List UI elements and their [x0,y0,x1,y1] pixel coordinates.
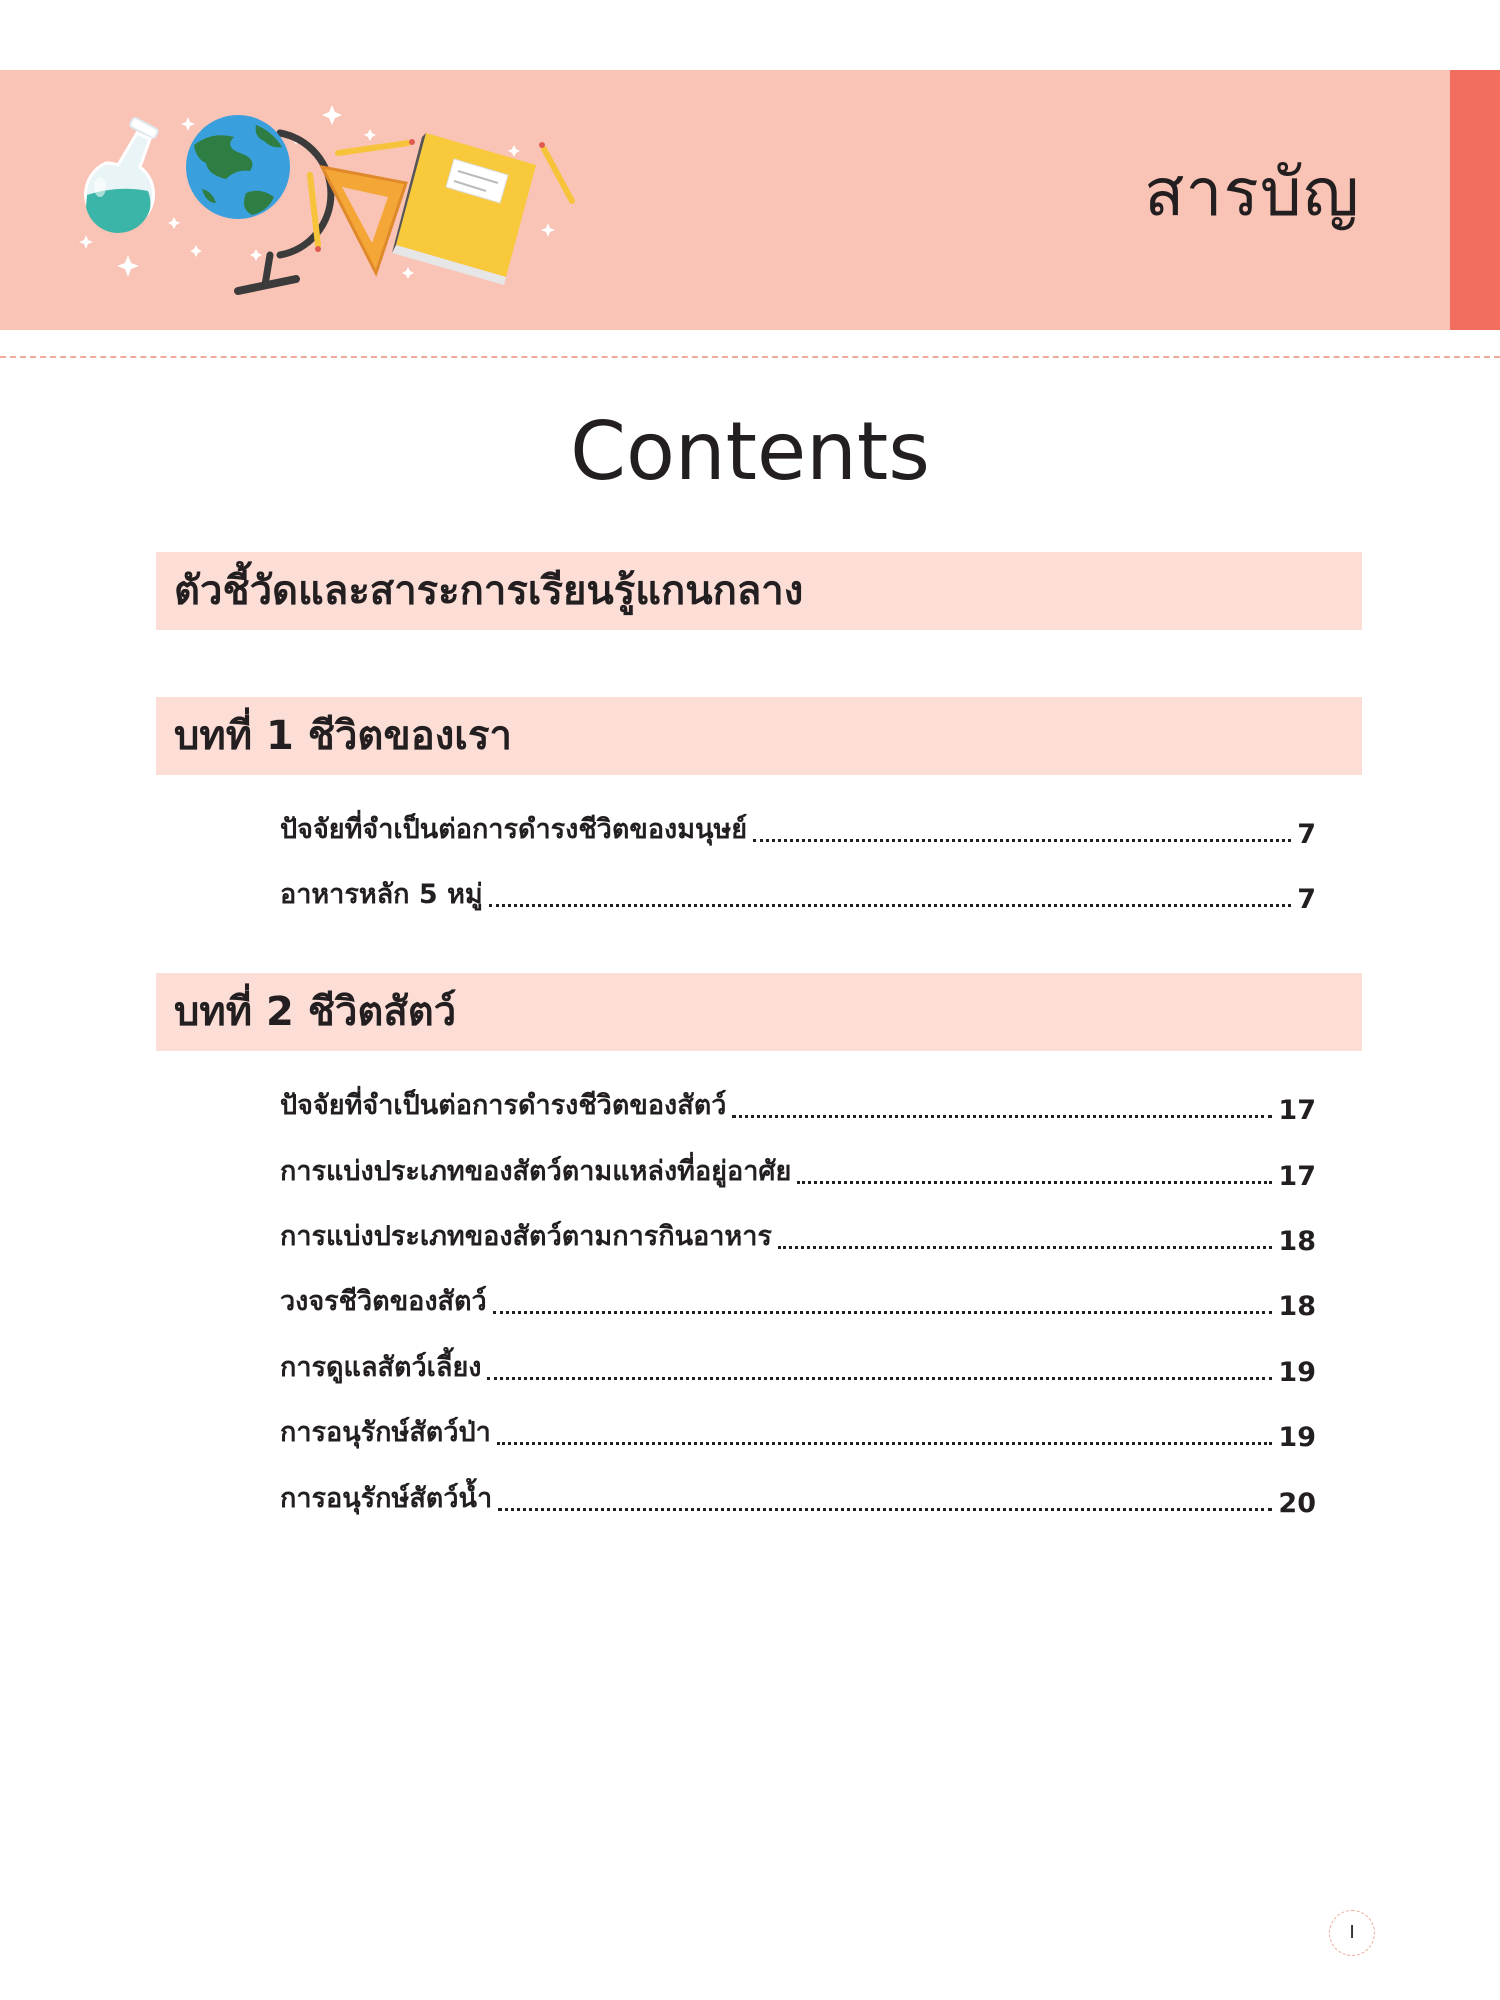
toc-entry[interactable] [280,1217,1316,1257]
header-accent-tab [1450,70,1500,330]
toc-entry-page: 19 [1278,1422,1316,1453]
toc-entry[interactable] [280,1413,1316,1453]
toc-entry-title: อาหารหลัก 5 หมู่ [280,879,483,910]
toc-entry-page: 18 [1278,1291,1316,1322]
section-label: บทที่ 2 ชีวิตสัตว์ [174,989,457,1035]
dot-leader [498,1508,1272,1511]
section-label: บทที่ 1 ชีวิตของเรา [174,713,512,759]
school-supplies-illustration [70,105,590,305]
section-label: ตัวชี้วัดและสาระการเรียนรู้แกนกลาง [174,568,804,614]
dot-leader [778,1246,1273,1249]
dot-leader [497,1442,1273,1445]
flask-icon [86,117,159,233]
toc-entry[interactable] [280,875,1316,915]
dot-leader [489,904,1291,907]
dot-leader [493,1311,1273,1314]
toc-entry-title: วงจรชีวิตของสัตว์ [280,1286,487,1317]
toc-entry[interactable] [280,1086,1316,1126]
toc-entry[interactable] [280,810,1316,850]
contents-heading: Contents [570,405,930,498]
set-square-icon [322,167,406,273]
toc-entry-page: 18 [1278,1226,1316,1257]
toc-entry-title: ปัจจัยที่จำเป็นต่อการดำรงชีวิตของสัตว์ [280,1090,727,1121]
header-divider [0,356,1500,358]
toc-entry-page: 17 [1278,1095,1316,1126]
toc-entry[interactable] [280,1152,1316,1192]
dot-leader [732,1115,1272,1118]
toc-entry[interactable] [280,1479,1316,1519]
toc-entry-title: การอนุรักษ์สัตว์น้ำ [280,1483,493,1514]
toc-entry-page: 19 [1278,1357,1316,1388]
dot-leader [797,1181,1272,1184]
pencil-icon [539,142,572,201]
toc-entry-page: 20 [1278,1488,1316,1519]
page-title-thai: สารบัญ [1144,154,1360,231]
toc-entry-title: การดูแลสัตว์เลี้ยง [280,1352,482,1383]
toc-entry-page: 7 [1297,884,1316,915]
toc-entry-title: การแบ่งประเภทของสัตว์ตามการกินอาหาร [280,1221,772,1252]
toc-entry-page: 17 [1278,1161,1316,1192]
toc-entry-title: การอนุรักษ์สัตว์ป่า [280,1417,491,1448]
section-header-chapter-1[interactable] [156,697,1362,775]
page-number-badge: I [1329,1910,1375,1956]
toc-entry-page: 7 [1297,819,1316,850]
section-header-indicators[interactable] [156,552,1362,630]
toc-entry-title: ปัจจัยที่จำเป็นต่อการดำรงชีวิตของมนุษย์ [280,814,748,845]
toc-entry[interactable] [280,1348,1316,1388]
toc-entry[interactable] [280,1282,1316,1322]
section-header-chapter-2[interactable] [156,973,1362,1051]
dot-leader [487,1377,1272,1380]
toc-entry-title: การแบ่งประเภทของสัตว์ตามแหล่งที่อยู่อาศัย [280,1156,792,1187]
globe-icon [186,115,331,291]
dot-leader [753,839,1291,842]
